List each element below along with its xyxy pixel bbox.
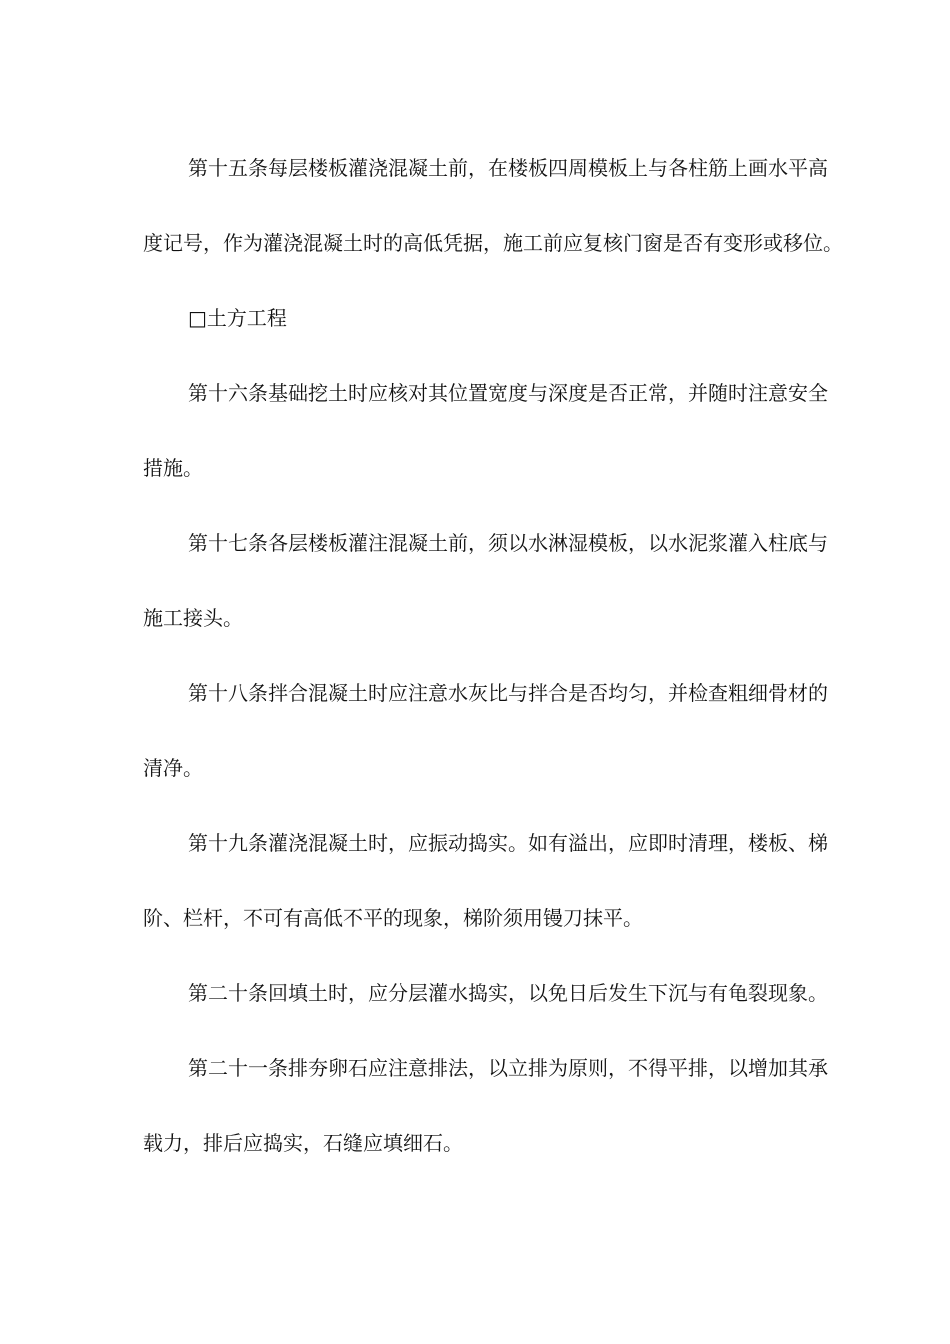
section-heading-earthwork xyxy=(143,281,805,356)
paragraph-line: 第二十一条排夯卵石应注意排法，以立排为原则，不得平排，以增加其承 xyxy=(188,1056,828,1080)
paragraph-line: 施工接头。 xyxy=(143,606,243,630)
paragraph-line: 第二十条回填土时，应分层灌水捣实，以免日后发生下沉与有龟裂现象。 xyxy=(188,981,828,1005)
paragraph-line: 度记号，作为灌浇混凝土时的高低凭据，施工前应复核门窗是否有变形或移位。 xyxy=(143,231,843,255)
paragraph-article-16 xyxy=(143,356,828,506)
paragraph-article-21 xyxy=(143,1031,828,1181)
paragraph-line: 第十六条基础挖土时应核对其位置宽度与深度是否正常，并随时注意安全 xyxy=(188,381,828,405)
paragraph-article-19 xyxy=(143,806,828,956)
paragraph-line: 阶、栏杆，不可有高低不平的现象，梯阶须用镘刀抹平。 xyxy=(143,906,643,930)
paragraph-line: 载力，排后应捣实，石缝应填细石。 xyxy=(143,1131,463,1155)
section-heading-text: □土方工程 xyxy=(188,306,287,330)
paragraph-line: 清净。 xyxy=(143,756,203,780)
paragraph-article-15 xyxy=(143,131,843,281)
paragraph-line: 第十九条灌浇混凝土时，应振动捣实。如有溢出，应即时清理，楼板、梯 xyxy=(188,831,828,855)
paragraph-article-20 xyxy=(143,956,828,1031)
paragraph-article-18 xyxy=(143,656,828,806)
paragraph-article-17 xyxy=(143,506,828,656)
paragraph-line: 措施。 xyxy=(143,456,203,480)
document-body xyxy=(143,131,843,1181)
paragraph-line: 第十五条每层楼板灌浇混凝土前，在楼板四周模板上与各柱筋上画水平高 xyxy=(188,156,828,180)
paragraph-line: 第十七条各层楼板灌注混凝土前，须以水淋湿模板，以水泥浆灌入柱底与 xyxy=(188,531,828,555)
paragraph-line: 第十八条拌合混凝土时应注意水灰比与拌合是否均匀，并检查粗细骨材的 xyxy=(188,681,828,705)
